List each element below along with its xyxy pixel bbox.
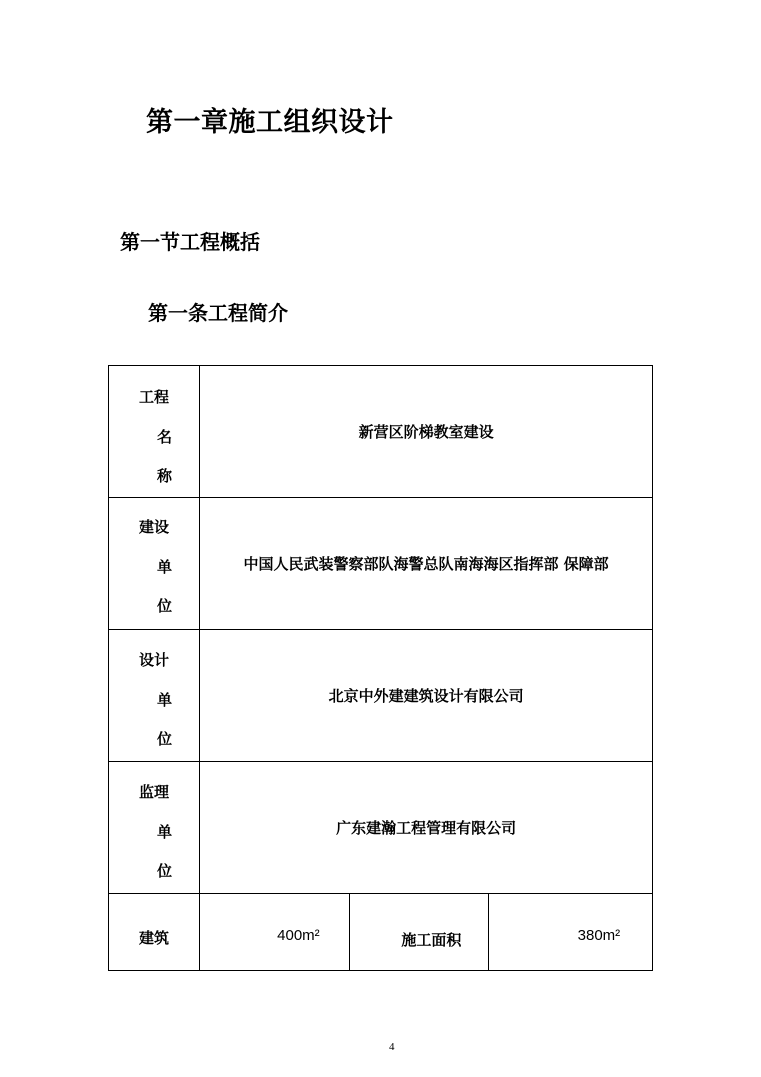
section-title: 第一节工程概括	[120, 230, 260, 254]
construction-area-cell	[488, 894, 652, 971]
construction-area-value: 380m²	[577, 927, 621, 944]
label-part: 单	[157, 691, 173, 709]
chapter-title: 第一章施工组织设计	[146, 107, 394, 138]
construction-area-label: 施工面积	[401, 931, 462, 949]
label-part: 工程	[139, 388, 170, 406]
label-cell	[109, 894, 200, 971]
design-unit-value: 北京中外建建筑设计有限公司	[200, 630, 653, 762]
project-name-value: 新营区阶梯教室建设	[200, 366, 653, 498]
label-part: 位	[157, 862, 173, 880]
supervision-unit-value: 广东建瀚工程管理有限公司	[200, 762, 653, 894]
label-part: 建设	[139, 518, 170, 536]
building-area-value: 400m²	[277, 927, 320, 944]
label-part: 设计	[139, 651, 170, 669]
table-row	[109, 366, 653, 498]
label-cell	[109, 366, 200, 498]
label-part: 称	[157, 467, 173, 485]
table-row	[109, 894, 653, 971]
table-row	[109, 498, 653, 630]
client-unit-value: 中国人民武装警察部队海警总队南海海区指挥部 保障部	[200, 498, 653, 630]
table-row	[109, 762, 653, 894]
project-info-table	[108, 365, 653, 971]
construction-area-label-cell	[350, 894, 488, 971]
building-area-cell	[200, 894, 350, 971]
table-row	[109, 630, 653, 762]
label-part: 名	[157, 428, 173, 446]
label-part: 位	[157, 597, 173, 615]
label-part: 单	[157, 823, 173, 841]
label-cell	[109, 762, 200, 894]
label-cell	[109, 630, 200, 762]
building-label: 建筑	[139, 929, 170, 947]
page-number: 4	[389, 1041, 395, 1053]
label-cell	[109, 498, 200, 630]
article-title: 第一条工程简介	[148, 301, 288, 325]
label-part: 监理	[139, 783, 170, 801]
label-part: 单	[157, 558, 173, 576]
label-part: 位	[157, 730, 173, 748]
